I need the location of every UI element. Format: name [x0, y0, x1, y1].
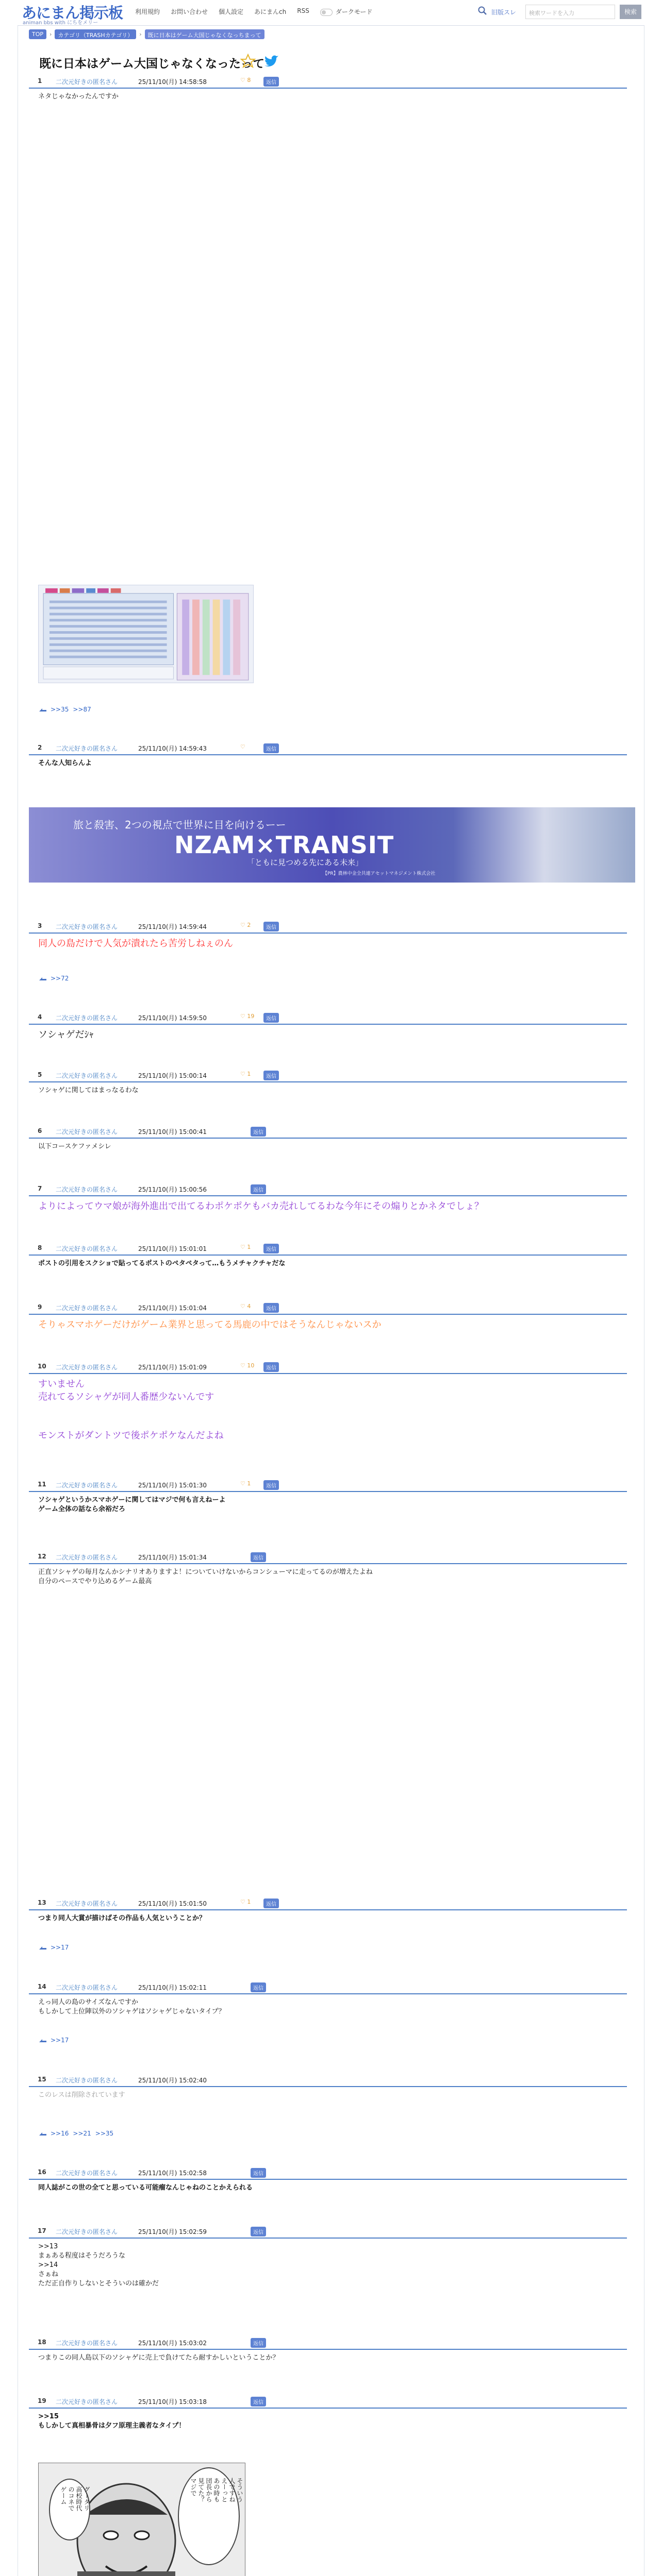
anchor-link[interactable]: >>72 — [51, 975, 69, 982]
breadcrumb-separator: › — [139, 31, 142, 38]
post-19 — [29, 2397, 627, 2431]
good-count: 8 — [247, 77, 251, 83]
good-button[interactable] — [240, 743, 245, 750]
poster-name: 二次元好きの匿名さん — [56, 1984, 118, 1991]
poster-name: 二次元好きの匿名さん — [56, 923, 118, 930]
post-body: そんな人知らんよ — [38, 759, 92, 767]
post-body: ポストの引用をスクショで貼ってるポストのペタペタって…もうメチャクチャだな — [38, 1260, 286, 1267]
poster-name: 二次元好きの匿名さん — [56, 78, 118, 86]
post-body: ソシャゲというかスマホゲーに関してはマジで何も言えねーよ ゲーム全体の話なら余裕だろ — [38, 1496, 226, 1513]
poster-name: 二次元好きの匿名さん — [56, 2228, 118, 2235]
reply-button[interactable]: 返信 — [263, 1480, 279, 1490]
post-number[interactable]: 15 — [38, 2076, 46, 2083]
ad-headline: NZAM×TRANSIT — [174, 831, 394, 859]
post-date: 25/11/10(月) 15:01:09 — [138, 1364, 207, 1371]
search-input[interactable]: 検索ワードを入力 — [525, 5, 615, 19]
post-15-anchors — [38, 2130, 113, 2137]
post-number[interactable]: 7 — [38, 1185, 42, 1192]
poster-name: 二次元好きの匿名さん — [56, 1482, 118, 1489]
poster-name: 二次元好きの匿名さん — [56, 1245, 118, 1252]
good-button[interactable] — [240, 1480, 251, 1487]
heart-icon: ♡ — [240, 743, 245, 750]
poster-name: 二次元好きの匿名さん — [56, 2340, 118, 2347]
post-image-venue-map[interactable] — [38, 585, 254, 683]
post-number[interactable]: 12 — [38, 1553, 46, 1560]
breadcrumb-category[interactable]: カテゴリ（TRASHカテゴリ） — [55, 29, 136, 39]
post-18 — [29, 2338, 627, 2363]
manga-text-left: グータリ 高校時代 のコネで ゲーム — [60, 2486, 90, 2511]
post-body: ソシャゲに関してはまっなるわな — [38, 1087, 139, 1094]
post-number[interactable]: 14 — [38, 1983, 46, 1990]
darkmode-toggle[interactable] — [320, 7, 373, 16]
post-body: 以下コースケファメシレ — [38, 1143, 111, 1150]
deleted-post-notice: このレスは削除されています — [38, 2091, 125, 2099]
breadcrumb — [29, 29, 264, 39]
reply-button[interactable]: 返信 — [251, 1127, 266, 1137]
post-number[interactable]: 10 — [38, 1363, 46, 1370]
post-date: 25/11/10(月) 15:03:18 — [138, 2398, 207, 2405]
post-date: 25/11/10(月) 14:58:58 — [138, 78, 207, 86]
post-date: 25/11/10(月) 15:01:34 — [138, 1554, 207, 1561]
post-14-anchors — [38, 2037, 69, 2044]
search-old-threads-link[interactable]: 旧版スレ — [491, 9, 517, 16]
ad-subheadline: 「ともに見つめる先にある未来」 — [247, 858, 363, 867]
post-header — [29, 2397, 627, 2409]
anchor-link[interactable]: >>35 — [95, 2130, 114, 2137]
poster-name: 二次元好きの匿名さん — [56, 745, 118, 752]
good-count: 1 — [247, 1480, 251, 1487]
post-13 — [29, 1899, 627, 1923]
reply-arrow-icon — [38, 2131, 47, 2137]
post-number[interactable]: 17 — [38, 2227, 46, 2234]
post-header — [29, 1184, 627, 1196]
site-logo-subtitle: animan bbs with にちをメリー — [23, 20, 98, 26]
heart-icon: ♡ — [240, 77, 245, 83]
post-4 — [29, 1013, 627, 1041]
reply-button[interactable]: 返信 — [263, 1013, 279, 1023]
poster-name: 二次元好きの匿名さん — [56, 1186, 118, 1193]
post-number[interactable]: 11 — [38, 1481, 46, 1488]
search-icon — [478, 6, 487, 15]
heart-icon: ♡ — [240, 922, 245, 928]
toggle-switch-icon[interactable] — [320, 9, 333, 16]
post-number[interactable]: 18 — [38, 2338, 46, 2346]
reply-button[interactable]: 返信 — [251, 2338, 266, 2348]
post-2 — [29, 743, 627, 768]
post-8 — [29, 1244, 627, 1268]
advertisement-banner[interactable] — [29, 807, 635, 883]
post-body: ネタじゃなかったんですか — [38, 93, 119, 100]
post-12 — [29, 1552, 627, 1586]
post-date: 25/11/10(月) 15:02:58 — [138, 2170, 207, 2177]
post-body: つまり同人大賞が描けばその作品も人気ということか？ — [38, 1914, 206, 1922]
reply-arrow-icon — [38, 707, 47, 713]
reply-button[interactable]: 返信 — [263, 1303, 279, 1313]
reply-button[interactable]: 返信 — [251, 2397, 266, 2406]
post-number[interactable]: 1 — [38, 77, 42, 84]
post-body: ソシャゲだｼｬ — [38, 1029, 94, 1040]
post-number[interactable]: 19 — [38, 2397, 46, 2404]
anchor-link[interactable]: >>17 — [51, 1944, 69, 1951]
post-body: つまりこの同人島以下のソシャゲに売上で負けてたら耐すかしいということか？ — [38, 2354, 279, 2362]
post-number[interactable]: 8 — [38, 1244, 42, 1251]
post-header — [29, 1071, 627, 1082]
good-button[interactable] — [240, 1013, 254, 1020]
post-header — [29, 1899, 627, 1910]
search-button[interactable]: 検索 — [620, 5, 641, 19]
breadcrumb-current: 既に日本はゲーム大国じゃなくなっちまって — [145, 29, 264, 39]
manga-text-right: そういう 人ですね えーっと あの時も 団長から 見てた？ マジで — [190, 2478, 243, 2502]
good-count: 1 — [247, 1899, 251, 1905]
post-number[interactable]: 4 — [38, 1013, 42, 1021]
post-body: すいません 売れてるソシャゲが同人番歴少ないんです モンストがダントツで後ポケポケなんだよね — [38, 1379, 224, 1441]
post-header — [29, 1480, 627, 1492]
post-date: 25/11/10(月) 14:59:50 — [138, 1014, 207, 1022]
reply-button[interactable]: 返信 — [263, 1899, 279, 1908]
reply-arrow-icon — [38, 2038, 47, 2043]
reply-button[interactable]: 返信 — [251, 1982, 266, 1992]
post-header — [29, 77, 627, 89]
good-count: 2 — [247, 922, 251, 928]
header-bar — [18, 0, 644, 26]
post-body: >>15 もしかして真相暴骨は夕フ原理主義者なタイプ！ — [38, 2413, 186, 2430]
post-3-anchors — [38, 975, 69, 982]
post-date: 25/11/10(月) 15:00:56 — [138, 1186, 207, 1193]
reply-arrow-icon — [38, 976, 47, 981]
poster-name: 二次元好きの匿名さん — [56, 1128, 118, 1136]
post-body: 同人の島だけで人気が潰れたら苦労しねぇのん — [38, 938, 233, 949]
post-header — [29, 1362, 627, 1374]
post-17 — [29, 2227, 627, 2289]
post-5 — [29, 1071, 627, 1095]
post-number[interactable]: 16 — [38, 2168, 46, 2176]
post-header — [29, 922, 627, 934]
post-body: >>13 まぁある程度はそうだろうな >>14 さぁね ただ正自作りしないとそういのは確かだ — [38, 2243, 159, 2287]
reply-arrow-icon — [38, 1945, 47, 1951]
post-date: 25/11/10(月) 14:59:44 — [138, 923, 207, 930]
poster-name: 二次元好きの匿名さん — [56, 1072, 118, 1079]
post-3 — [29, 922, 627, 950]
post-date: 25/11/10(月) 14:59:43 — [138, 745, 207, 752]
header-nav — [135, 7, 372, 16]
favorite-star-icon[interactable] — [240, 54, 256, 68]
anchor-link[interactable]: >>17 — [51, 2037, 69, 2044]
post-date: 25/11/10(月) 15:01:30 — [138, 1482, 207, 1489]
reply-button[interactable]: 返信 — [251, 2168, 266, 2178]
reply-button[interactable]: 返信 — [263, 1244, 279, 1253]
post-header — [29, 1982, 627, 1994]
post-date: 25/11/10(月) 15:01:01 — [138, 1245, 207, 1252]
heart-icon: ♡ — [240, 1071, 245, 1077]
poster-name: 二次元好きの匿名さん — [56, 2170, 118, 2177]
poster-name: 二次元好きの匿名さん — [56, 1900, 118, 1907]
post-header — [29, 2338, 627, 2350]
poster-name: 二次元好きの匿名さん — [56, 1554, 118, 1561]
nav-animanch[interactable]: あにまんch — [254, 8, 287, 15]
post-number[interactable]: 9 — [38, 1303, 42, 1311]
poster-name: 二次元好きの匿名さん — [56, 1364, 118, 1371]
good-button[interactable] — [240, 1244, 251, 1250]
post-header — [29, 2168, 627, 2180]
anchor-link[interactable]: >>35 — [51, 706, 69, 713]
reply-button[interactable]: 返信 — [263, 922, 279, 931]
reply-button[interactable]: 返信 — [263, 743, 279, 753]
breadcrumb-separator: › — [49, 31, 52, 38]
post-header — [29, 1244, 627, 1256]
post-date: 25/11/10(月) 15:00:14 — [138, 1072, 207, 1079]
good-count: 10 — [247, 1362, 255, 1369]
post-header — [29, 1552, 627, 1564]
post-body: えっ同人の島のサイズなんですか もしかして上位陣以外のソシャゲはソシャゲじゃないタイプ？ — [38, 1998, 225, 2015]
anchor-link[interactable]: >>87 — [73, 706, 91, 713]
post-date: 25/11/10(月) 15:02:11 — [138, 1984, 207, 1991]
post-number[interactable]: 13 — [38, 1899, 46, 1906]
post-number[interactable]: 6 — [38, 1127, 42, 1134]
post-date: 25/11/10(月) 15:02:40 — [138, 2077, 207, 2084]
post-number[interactable]: 3 — [38, 922, 42, 929]
nav-contact[interactable]: お問い合わせ — [171, 8, 208, 15]
good-button[interactable] — [240, 1899, 251, 1905]
post-body: 同人誌がこの世の全てと思っている可能瘤なんじゃねのことかえられる — [38, 2184, 253, 2192]
good-button[interactable] — [240, 1071, 251, 1077]
heart-icon: ♡ — [240, 1013, 245, 1020]
post-header — [29, 1127, 627, 1139]
post-header — [29, 1013, 627, 1025]
ad-tagline: 旅と殺害、2つの視点で世界に目を向けるーー — [73, 819, 286, 831]
post-date: 25/11/10(月) 15:01:50 — [138, 1900, 207, 1907]
nav-terms[interactable]: 利用規約 — [135, 8, 160, 15]
post-7 — [29, 1184, 627, 1213]
nav-settings[interactable]: 個人設定 — [219, 8, 244, 15]
ad-sponsor: 【PR】農林中金全共連アセットマネジメント株式会社 — [323, 871, 436, 876]
post-header — [29, 2227, 627, 2239]
reply-button[interactable]: 返信 — [251, 1184, 266, 1194]
heart-icon: ♡ — [240, 1362, 245, 1369]
poster-name: 二次元好きの匿名さん — [56, 1014, 118, 1022]
good-button[interactable] — [240, 922, 251, 928]
post-body: そりゃスマホゲーだけがゲーム業界と思ってる馬鹿の中ではそうなんじゃないスか — [38, 1319, 382, 1330]
post-13-anchors — [38, 1944, 69, 1951]
post-14 — [29, 1982, 627, 2016]
twitter-share-icon[interactable] — [263, 55, 280, 69]
poster-name: 二次元好きの匿名さん — [56, 2077, 118, 2084]
post-9 — [29, 1303, 627, 1331]
reply-button[interactable]: 返信 — [263, 1362, 279, 1372]
post-date: 25/11/10(月) 15:02:59 — [138, 2228, 207, 2235]
post-15 — [29, 2075, 627, 2100]
poster-name: 二次元好きの匿名さん — [56, 2398, 118, 2405]
heart-icon: ♡ — [240, 1244, 245, 1250]
reply-button[interactable]: 返信 — [263, 1071, 279, 1080]
darkmode-label: ダークモード — [335, 8, 373, 15]
good-button[interactable] — [240, 1362, 254, 1369]
reply-button[interactable]: 返信 — [263, 77, 279, 87]
post-6 — [29, 1127, 627, 1151]
page-title: 既に日本はゲーム大国じゃなくなったって — [39, 57, 264, 71]
good-count: 19 — [247, 1013, 255, 1020]
post-number[interactable]: 2 — [38, 744, 42, 751]
nav-rss[interactable]: RSS — [297, 7, 309, 14]
anchor-link[interactable]: >>16 — [51, 2130, 69, 2137]
good-count: 1 — [247, 1244, 251, 1250]
heart-icon: ♡ — [240, 1480, 245, 1487]
anchor-link[interactable]: >>21 — [73, 2130, 91, 2137]
site-logo[interactable]: あにまん掲示板 — [22, 4, 123, 22]
good-count: 1 — [247, 1071, 251, 1077]
poster-name: 二次元好きの匿名さん — [56, 1304, 118, 1312]
heart-icon: ♡ — [240, 1303, 245, 1310]
post-date: 25/11/10(月) 15:03:02 — [138, 2340, 207, 2347]
good-button[interactable] — [240, 77, 251, 83]
post-body: 正直ソシャゲの毎月なんかシナリオありますよ！についていけないからコンシューマに走ってるのが増えたよね 自分のペースでやり込めるゲーム最高 — [38, 1568, 373, 1585]
heart-icon: ♡ — [240, 1899, 245, 1905]
search-area — [478, 5, 642, 19]
post-number[interactable]: 5 — [38, 1071, 42, 1078]
post-image-manga-panel[interactable] — [38, 2463, 245, 2576]
good-count: 4 — [247, 1303, 251, 1310]
post-date: 25/11/10(月) 15:00:41 — [138, 1128, 207, 1136]
post-header — [29, 743, 627, 755]
post-header — [29, 2075, 627, 2087]
post-header — [29, 1303, 627, 1315]
post-1-anchors — [38, 706, 91, 713]
post-10 — [29, 1362, 627, 1442]
post-11 — [29, 1480, 627, 1514]
breadcrumb-top[interactable]: TOP — [29, 29, 46, 39]
reply-button[interactable]: 返信 — [251, 2227, 266, 2236]
post-1 — [29, 77, 627, 101]
post-date: 25/11/10(月) 15:01:04 — [138, 1304, 207, 1312]
post-16 — [29, 2168, 627, 2193]
reply-button[interactable]: 返信 — [251, 1552, 266, 1562]
good-button[interactable] — [240, 1303, 251, 1310]
post-body: よりによってウマ娘が海外進出で出てるわポケポケもバカ売れしてるわな今年にその煽りとかネタでしょ？ — [38, 1201, 484, 1212]
